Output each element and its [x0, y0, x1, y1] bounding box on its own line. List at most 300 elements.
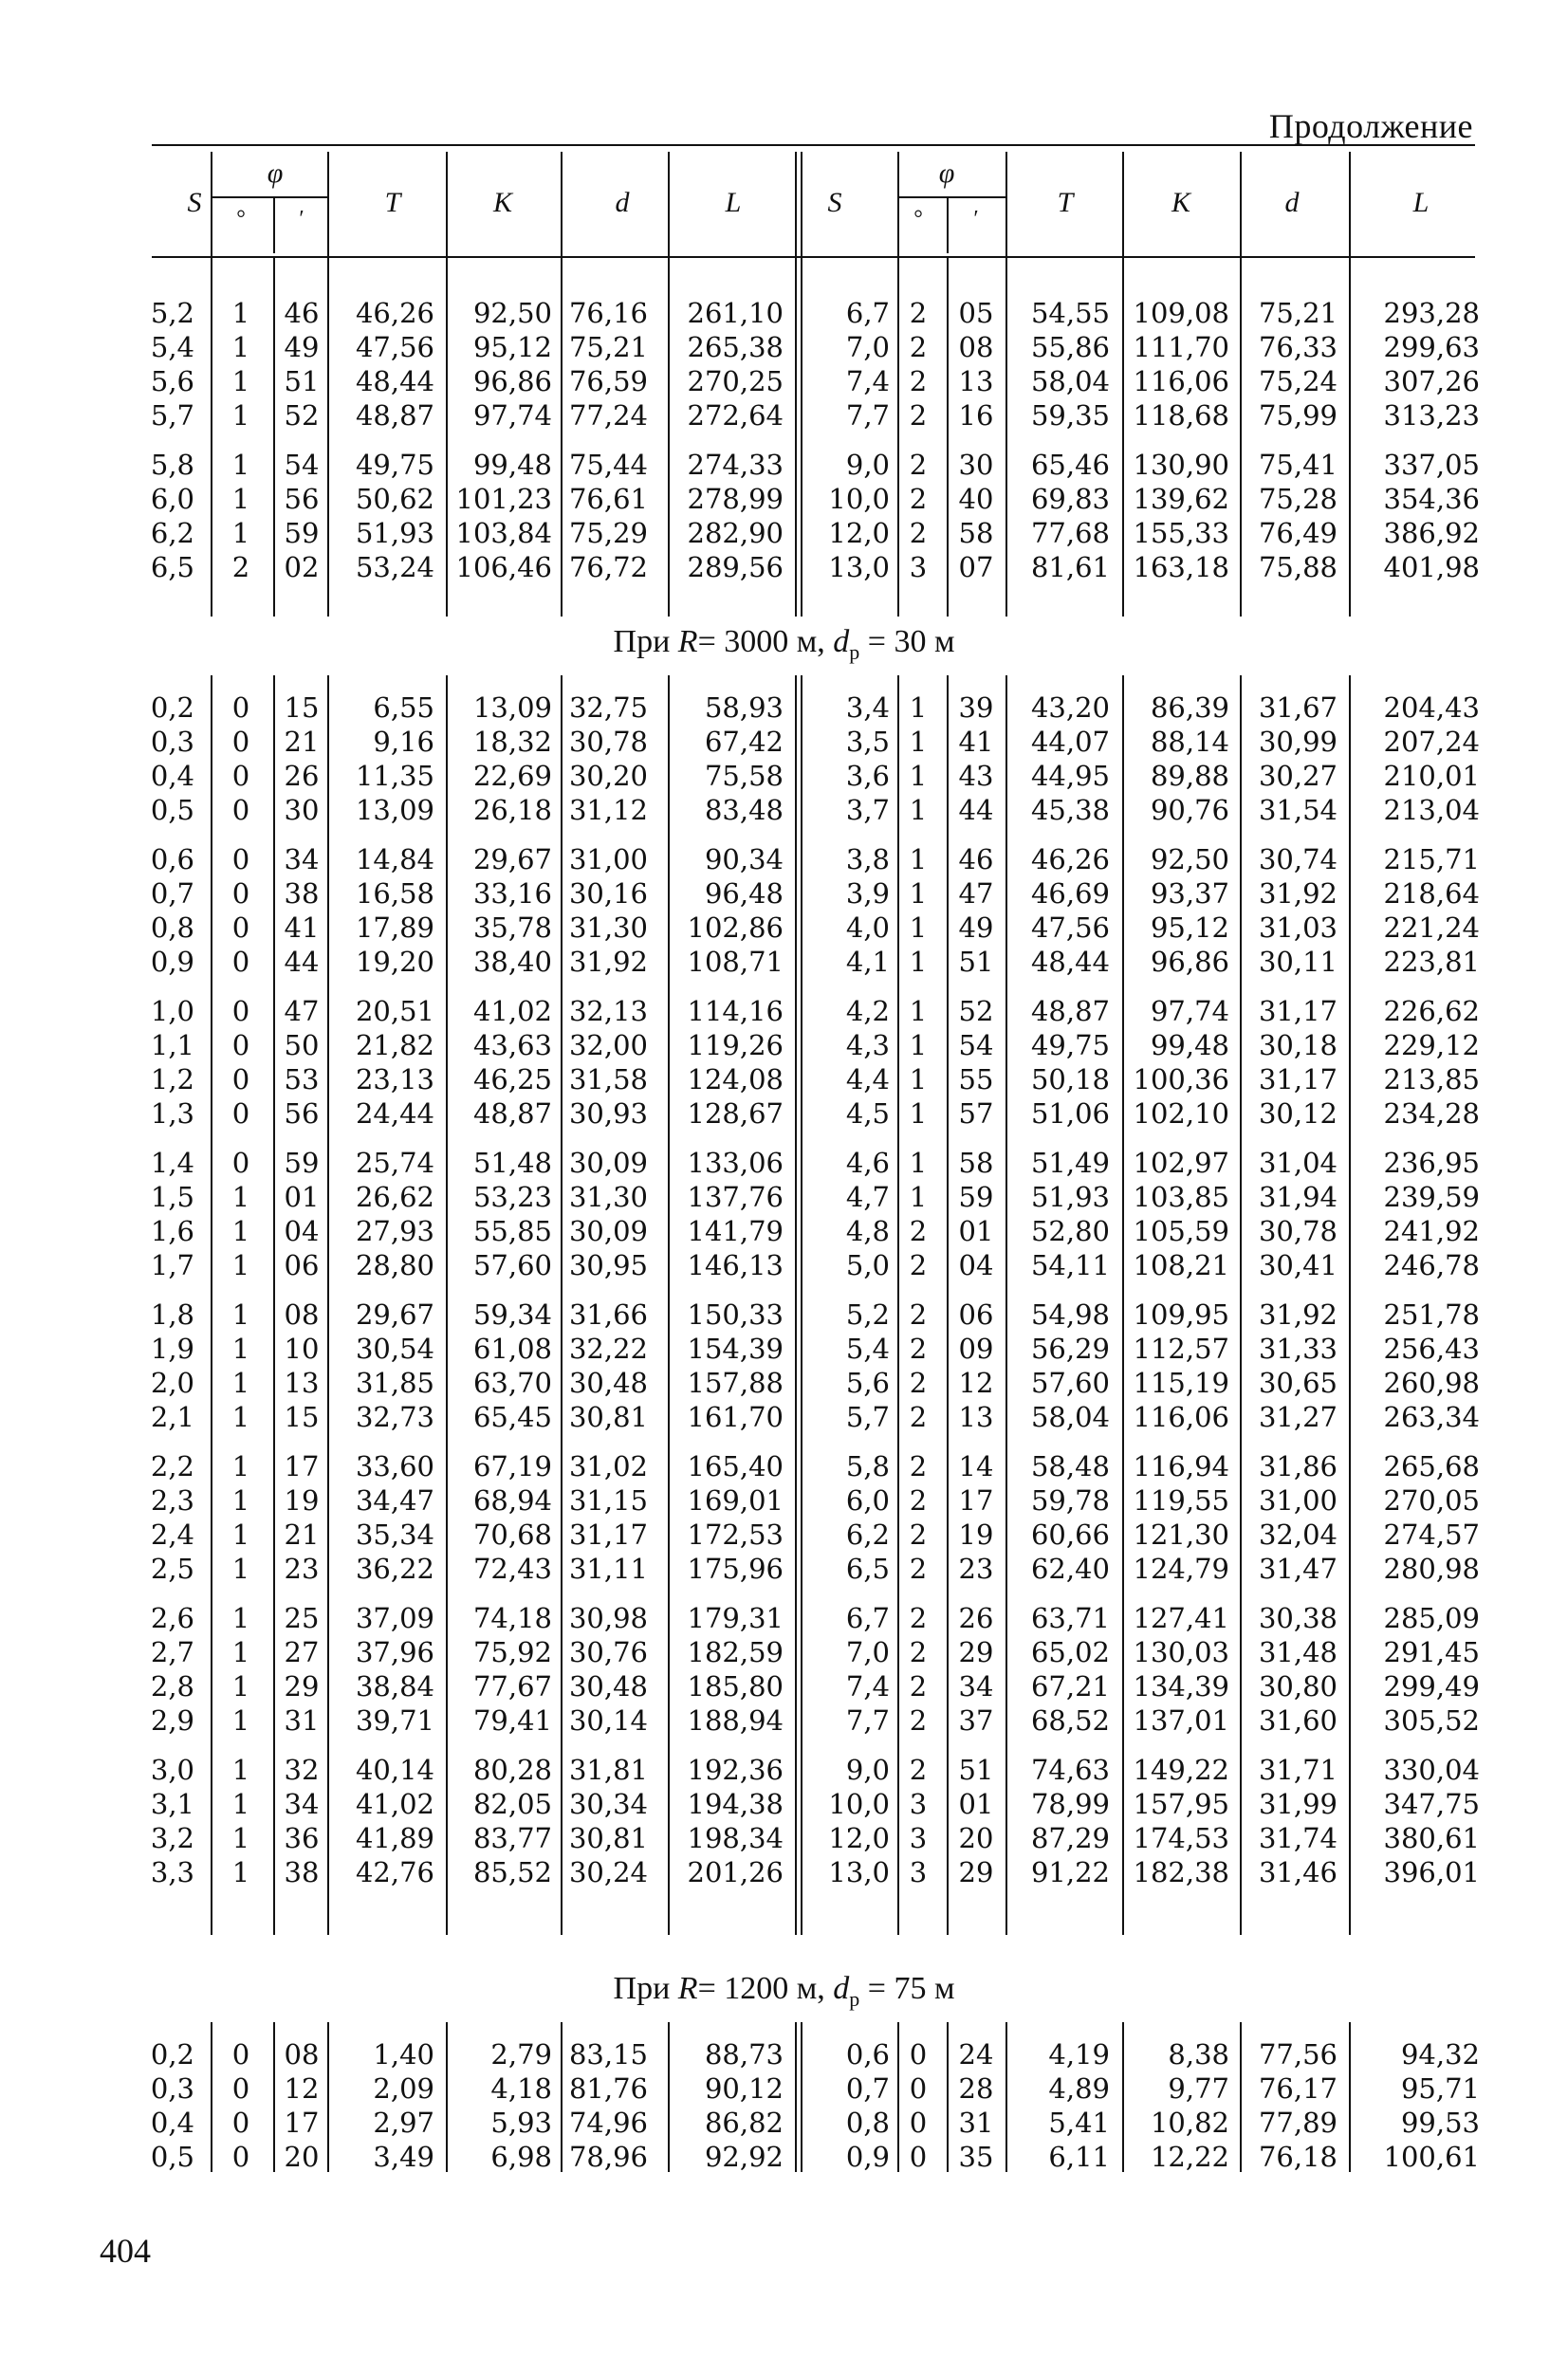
- table-cell: 2: [909, 1553, 928, 1585]
- table-cell: 72,43: [472, 1553, 552, 1585]
- header-col-phi2: φ: [938, 157, 955, 189]
- table-cell: 20,51: [355, 995, 434, 1027]
- table-cell: 0,2: [150, 2038, 194, 2071]
- table-cell: 55,85: [472, 1215, 552, 1247]
- table-cell: 61,08: [472, 1333, 552, 1365]
- table-cell: 0,2: [150, 691, 194, 724]
- table-cell: 46,25: [472, 1063, 552, 1095]
- table-cell: 282,90: [687, 517, 784, 549]
- table-cell: 65,46: [1030, 449, 1110, 481]
- table-cell: 6,0: [150, 483, 194, 515]
- table-row: [0, 364, 1568, 398]
- table-cell: 101,23: [455, 483, 552, 515]
- table-cell: 30,80: [1258, 1670, 1337, 1703]
- table-row: [0, 1601, 1568, 1635]
- table-cell: 75,21: [1258, 297, 1337, 329]
- table-cell: 83,77: [472, 1822, 552, 1854]
- table-cell: 48,44: [1030, 946, 1110, 978]
- table-cell: 32,04: [1258, 1519, 1337, 1551]
- table-cell: 2,8: [150, 1670, 194, 1703]
- table-cell: 246,78: [1383, 1249, 1480, 1281]
- table-cell: 31,67: [1258, 691, 1337, 724]
- table-cell: 5,8: [150, 449, 194, 481]
- table-cell: 2,97: [373, 2107, 434, 2139]
- table-cell: 95,12: [1150, 911, 1229, 944]
- table-cell: 76,17: [1258, 2072, 1337, 2105]
- table-cell: 27,93: [355, 1215, 434, 1247]
- table-cell: 0: [231, 2141, 250, 2173]
- table-cell: 0: [231, 946, 250, 978]
- table-cell: 51: [958, 1754, 994, 1786]
- header-col-l: L: [725, 187, 742, 218]
- table-cell: 92,92: [704, 2141, 784, 2173]
- table-cell: 272,64: [687, 399, 784, 432]
- table-cell: 88,73: [704, 2038, 784, 2071]
- table-cell: 3: [909, 1788, 928, 1820]
- table-cell: 251,78: [1383, 1298, 1480, 1331]
- table-cell: 0: [909, 2072, 928, 2105]
- table-cell: 2: [909, 1519, 928, 1551]
- table-cell: 48,44: [355, 365, 434, 397]
- table-cell: 10: [284, 1333, 320, 1365]
- table-cell: 139,62: [1133, 483, 1229, 515]
- table-cell: 2: [909, 1450, 928, 1482]
- table-cell: 241,92: [1383, 1215, 1480, 1247]
- table-row: [0, 1449, 1568, 1483]
- header-divider: [897, 152, 899, 256]
- table-cell: 3: [909, 1856, 928, 1888]
- table-cell: 34: [958, 1670, 994, 1703]
- table-cell: 280,98: [1383, 1553, 1480, 1585]
- table-cell: 52: [958, 995, 994, 1027]
- table-cell: 31: [958, 2107, 994, 2139]
- table-cell: 79,41: [472, 1704, 552, 1737]
- table-cell: 37,09: [355, 1602, 434, 1634]
- table-cell: 76,16: [568, 297, 648, 329]
- table-cell: 31,46: [1258, 1856, 1337, 1888]
- table-cell: 2,9: [150, 1704, 194, 1737]
- table-cell: 30,78: [568, 726, 648, 758]
- table-cell: 263,34: [1383, 1401, 1480, 1433]
- table-cell: 68,52: [1030, 1704, 1110, 1737]
- table-row: [0, 330, 1568, 364]
- table-cell: 2: [909, 483, 928, 515]
- table-cell: 6,55: [373, 691, 434, 724]
- table-cell: 32,00: [568, 1029, 648, 1061]
- table-cell: 0: [231, 794, 250, 826]
- table-cell: 44: [958, 794, 994, 826]
- table-cell: 34,47: [355, 1484, 434, 1517]
- table-cell: 07: [958, 551, 994, 583]
- table-cell: 4,8: [845, 1215, 890, 1247]
- table-cell: 30,99: [1258, 726, 1337, 758]
- table-cell: 59,34: [472, 1298, 552, 1331]
- header-divider: [446, 152, 448, 256]
- table-cell: 1: [231, 449, 250, 481]
- table-cell: 76,61: [568, 483, 648, 515]
- table-cell: 0: [231, 2038, 250, 2071]
- table-cell: 77,89: [1258, 2107, 1337, 2139]
- table-cell: 114,16: [687, 995, 784, 1027]
- table-cell: 103,85: [1133, 1181, 1229, 1213]
- table-cell: 172,53: [687, 1519, 784, 1551]
- table-cell: 25,74: [355, 1147, 434, 1179]
- table-cell: 34: [284, 1788, 320, 1820]
- table-cell: 15: [284, 1401, 320, 1433]
- table-row: [0, 1028, 1568, 1062]
- table-row: [0, 550, 1568, 584]
- table-cell: 1: [909, 995, 928, 1027]
- table-cell: 75,92: [472, 1636, 552, 1668]
- table-cell: 53,24: [355, 551, 434, 583]
- table-cell: 29,67: [355, 1298, 434, 1331]
- table-cell: 31,27: [1258, 1401, 1337, 1433]
- table-cell: 23: [958, 1553, 994, 1585]
- table-cell: 0: [231, 995, 250, 1027]
- table-cell: 59: [958, 1181, 994, 1213]
- table-cell: 0,4: [150, 2107, 194, 2139]
- header-divider: [561, 152, 563, 256]
- table-cell: 229,12: [1383, 1029, 1480, 1061]
- table-cell: 1,40: [373, 2038, 434, 2071]
- table-cell: 36: [284, 1822, 320, 1854]
- table-cell: 124,79: [1133, 1553, 1229, 1585]
- table-cell: 57: [958, 1097, 994, 1130]
- table-cell: 2: [909, 1401, 928, 1433]
- table-row: [0, 1518, 1568, 1552]
- table-cell: 45,38: [1030, 794, 1110, 826]
- table-cell: 270,05: [1383, 1484, 1480, 1517]
- table-cell: 285,09: [1383, 1602, 1480, 1634]
- table-cell: 6,0: [845, 1484, 890, 1517]
- table-cell: 2: [909, 1602, 928, 1634]
- table-cell: 347,75: [1383, 1788, 1480, 1820]
- table-cell: 6,5: [150, 551, 194, 583]
- table-cell: 31,04: [1258, 1147, 1337, 1179]
- table-cell: 30,12: [1258, 1097, 1337, 1130]
- header-col-s2: S: [827, 187, 842, 218]
- table-cell: 2,2: [150, 1450, 194, 1482]
- table-row: [0, 994, 1568, 1028]
- table-row: [0, 1635, 1568, 1669]
- table-cell: 1: [231, 1788, 250, 1820]
- table-cell: 35,78: [472, 911, 552, 944]
- table-cell: 293,28: [1383, 297, 1480, 329]
- table-cell: 31,47: [1258, 1553, 1337, 1585]
- table-cell: 0: [231, 726, 250, 758]
- table-cell: 116,06: [1133, 365, 1229, 397]
- table-cell: 261,10: [687, 297, 784, 329]
- table-cell: 5,93: [490, 2107, 552, 2139]
- table-cell: 396,01: [1383, 1856, 1480, 1888]
- table-cell: 90,34: [704, 843, 784, 875]
- table-cell: 78,96: [568, 2141, 648, 2173]
- table-cell: 43,20: [1030, 691, 1110, 724]
- table-cell: 96,86: [472, 365, 552, 397]
- table-cell: 32,73: [355, 1401, 434, 1433]
- table-cell: 2,1: [150, 1401, 194, 1433]
- table-cell: 0: [909, 2141, 928, 2173]
- table-cell: 4,4: [845, 1063, 890, 1095]
- table-cell: 86,39: [1150, 691, 1229, 724]
- table-cell: 30,65: [1258, 1367, 1337, 1399]
- table-cell: 12,0: [828, 1822, 890, 1854]
- table-cell: 31,94: [1258, 1181, 1337, 1213]
- table-cell: 51,48: [472, 1147, 552, 1179]
- header-col-s: S: [187, 187, 202, 218]
- table-cell: 17: [958, 1484, 994, 1517]
- table-cell: 29: [958, 1856, 994, 1888]
- table-cell: 96,86: [1150, 946, 1229, 978]
- table-cell: 0,8: [150, 911, 194, 944]
- table-cell: 239,59: [1383, 1181, 1480, 1213]
- table-cell: 46: [284, 297, 320, 329]
- table-cell: 47,56: [1030, 911, 1110, 944]
- table-cell: 1: [231, 1450, 250, 1482]
- table-cell: 34: [284, 843, 320, 875]
- table-cell: 4,0: [845, 911, 890, 944]
- table-cell: 6,2: [150, 517, 194, 549]
- table-cell: 5,4: [150, 331, 194, 363]
- table-cell: 0,4: [150, 760, 194, 792]
- phi-minutes-header: ′: [973, 207, 979, 231]
- table-cell: 179,31: [687, 1602, 784, 1634]
- table-cell: 30,81: [568, 1822, 648, 1854]
- table-cell: 13: [958, 1401, 994, 1433]
- table-cell: 75,21: [568, 331, 648, 363]
- table-row: [0, 2071, 1568, 2106]
- table-cell: 31,15: [568, 1484, 648, 1517]
- table-cell: 49,75: [1030, 1029, 1110, 1061]
- table-cell: 36,22: [355, 1553, 434, 1585]
- header-divider: [1349, 152, 1351, 256]
- table-cell: 04: [958, 1249, 994, 1281]
- table-cell: 74,96: [568, 2107, 648, 2139]
- table-cell: 1: [231, 1754, 250, 1786]
- table-row: [0, 1298, 1568, 1332]
- table-cell: 1,0: [150, 995, 194, 1027]
- table-row: [0, 1214, 1568, 1248]
- table-row: [0, 398, 1568, 433]
- table-cell: 99,48: [472, 449, 552, 481]
- table-cell: 63,70: [472, 1367, 552, 1399]
- table-cell: 137,76: [687, 1181, 784, 1213]
- table-cell: 30,09: [568, 1215, 648, 1247]
- table-cell: 118,68: [1133, 399, 1229, 432]
- table-cell: 2,4: [150, 1519, 194, 1551]
- table-cell: 39: [958, 691, 994, 724]
- table-cell: 91,22: [1030, 1856, 1110, 1888]
- table-cell: 08: [284, 1298, 320, 1331]
- table-cell: 44,07: [1030, 726, 1110, 758]
- table-cell: 31,81: [568, 1754, 648, 1786]
- section-title: [0, 624, 1568, 665]
- table-cell: 69,83: [1030, 483, 1110, 515]
- table-cell: 99,53: [1400, 2107, 1480, 2139]
- table-cell: 6,98: [490, 2141, 552, 2173]
- table-cell: 05: [958, 297, 994, 329]
- table-cell: 130,03: [1133, 1636, 1229, 1668]
- table-cell: 386,92: [1383, 517, 1480, 549]
- table-cell: 75,44: [568, 449, 648, 481]
- table-cell: 93,37: [1150, 877, 1229, 910]
- table-cell: 4,89: [1048, 2072, 1110, 2105]
- table-cell: 1: [909, 911, 928, 944]
- table-cell: 4,2: [845, 995, 890, 1027]
- table-cell: 109,08: [1133, 297, 1229, 329]
- table-cell: 1: [231, 1602, 250, 1634]
- table-cell: 59,78: [1030, 1484, 1110, 1517]
- table-row: [0, 482, 1568, 516]
- table-cell: 67,19: [472, 1450, 552, 1482]
- table-row: [0, 759, 1568, 793]
- table-cell: 1: [909, 1097, 928, 1130]
- table-cell: 75,58: [704, 760, 784, 792]
- table-cell: 31,00: [1258, 1484, 1337, 1517]
- table-row: [0, 1366, 1568, 1400]
- table-cell: 265,38: [687, 331, 784, 363]
- table-cell: 330,04: [1383, 1754, 1480, 1786]
- table-cell: 75,99: [1258, 399, 1337, 432]
- section-title-sub: р: [849, 639, 860, 664]
- section-title-suffix: = 30 м: [867, 624, 955, 659]
- table-cell: 2: [909, 1484, 928, 1517]
- table-cell: 13,09: [472, 691, 552, 724]
- table-cell: 70,68: [472, 1519, 552, 1551]
- table-cell: 111,70: [1133, 331, 1229, 363]
- table-cell: 1: [231, 1704, 250, 1737]
- table-cell: 2,7: [150, 1636, 194, 1668]
- table-cell: 3,4: [845, 691, 890, 724]
- table-cell: 30,54: [355, 1333, 434, 1365]
- table-cell: 77,68: [1030, 517, 1110, 549]
- table-cell: 12: [958, 1367, 994, 1399]
- table-cell: 0: [909, 2107, 928, 2139]
- header-bottom-rule: [152, 256, 1475, 258]
- table-cell: 22,69: [472, 760, 552, 792]
- table-cell: 103,84: [455, 517, 552, 549]
- table-cell: 32,75: [568, 691, 648, 724]
- table-cell: 2: [909, 1298, 928, 1331]
- table-cell: 1,4: [150, 1147, 194, 1179]
- table-cell: 51,93: [355, 517, 434, 549]
- table-cell: 2,09: [373, 2072, 434, 2105]
- section-title-mid: = 3000 м,: [697, 624, 825, 659]
- table-cell: 163,18: [1133, 551, 1229, 583]
- table-cell: 56: [284, 483, 320, 515]
- table-cell: 53: [284, 1063, 320, 1095]
- table-cell: 67,42: [704, 726, 784, 758]
- table-cell: 76,18: [1258, 2141, 1337, 2173]
- table-cell: 46: [958, 843, 994, 875]
- table-cell: 58: [958, 517, 994, 549]
- table-cell: 3,1: [150, 1788, 194, 1820]
- table-cell: 30: [284, 794, 320, 826]
- table-cell: 97,74: [472, 399, 552, 432]
- table-cell: 74,63: [1030, 1754, 1110, 1786]
- table-cell: 14: [958, 1450, 994, 1482]
- table-cell: 30,38: [1258, 1602, 1337, 1634]
- table-cell: 3,49: [373, 2141, 434, 2173]
- table-cell: 41,02: [355, 1788, 434, 1820]
- table-cell: 31,60: [1258, 1704, 1337, 1737]
- table-cell: 30,78: [1258, 1215, 1337, 1247]
- table-cell: 192,36: [687, 1754, 784, 1786]
- table-cell: 35,34: [355, 1519, 434, 1551]
- table-cell: 51,93: [1030, 1181, 1110, 1213]
- table-cell: 38: [284, 1856, 320, 1888]
- table-cell: 89,88: [1150, 760, 1229, 792]
- table-cell: 133,06: [687, 1147, 784, 1179]
- table-cell: 48,87: [355, 399, 434, 432]
- phi-header-rule: [211, 196, 327, 198]
- table-row: [0, 1821, 1568, 1855]
- section-title-mid: = 1200 м,: [697, 1971, 825, 2006]
- table-cell: 274,33: [687, 449, 784, 481]
- table-cell: 289,56: [687, 551, 784, 583]
- table-cell: 47: [958, 877, 994, 910]
- table-cell: 0: [231, 2072, 250, 2105]
- table-cell: 0: [231, 877, 250, 910]
- table-cell: 19: [284, 1484, 320, 1517]
- table-cell: 04: [284, 1215, 320, 1247]
- table-cell: 134,39: [1133, 1670, 1229, 1703]
- table-cell: 2: [909, 517, 928, 549]
- table-cell: 313,23: [1383, 399, 1480, 432]
- table-row: [0, 1483, 1568, 1518]
- table-cell: 1: [231, 1401, 250, 1433]
- table-cell: 182,59: [687, 1636, 784, 1668]
- header-divider: [327, 152, 329, 256]
- table-cell: 29: [958, 1636, 994, 1668]
- table-row: [0, 296, 1568, 330]
- table-cell: 39,71: [355, 1704, 434, 1737]
- table-cell: 1: [231, 1553, 250, 1585]
- table-cell: 13,0: [828, 1856, 890, 1888]
- table-cell: 194,38: [687, 1788, 784, 1820]
- table-cell: 75,41: [1258, 449, 1337, 481]
- table-cell: 5,41: [1048, 2107, 1110, 2139]
- table-cell: 30,74: [1258, 843, 1337, 875]
- table-cell: 2: [909, 449, 928, 481]
- table-cell: 49: [958, 911, 994, 944]
- table-cell: 9,16: [373, 726, 434, 758]
- table-row: [0, 690, 1568, 725]
- table-cell: 54,55: [1030, 297, 1110, 329]
- table-cell: 31,00: [568, 843, 648, 875]
- table-cell: 19,20: [355, 946, 434, 978]
- header-col-t: T: [384, 187, 401, 218]
- header-col-phi: φ: [267, 157, 284, 189]
- table-cell: 31,17: [1258, 995, 1337, 1027]
- table-cell: 102,97: [1133, 1147, 1229, 1179]
- table-cell: 3,9: [845, 877, 890, 910]
- table-cell: 198,34: [687, 1822, 784, 1854]
- table-cell: 75,24: [1258, 365, 1337, 397]
- table-cell: 26,62: [355, 1181, 434, 1213]
- table-cell: 7,7: [845, 399, 890, 432]
- table-cell: 20: [284, 2141, 320, 2173]
- table-row: [0, 911, 1568, 945]
- table-cell: 23,13: [355, 1063, 434, 1095]
- table-cell: 06: [284, 1249, 320, 1281]
- table-cell: 76,59: [568, 365, 648, 397]
- table-cell: 01: [284, 1181, 320, 1213]
- table-cell: 6,5: [845, 1553, 890, 1585]
- table-cell: 32: [284, 1754, 320, 1786]
- table-cell: 06: [958, 1298, 994, 1331]
- table-cell: 223,81: [1383, 946, 1480, 978]
